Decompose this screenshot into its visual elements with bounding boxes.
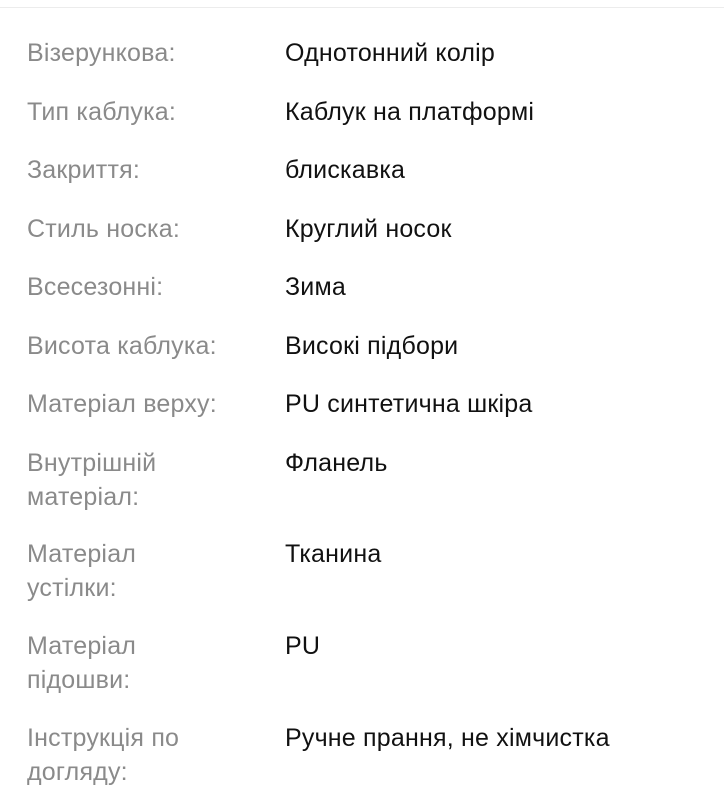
spec-label: Всесезонні: [27, 273, 164, 301]
spec-value: блискавка [285, 156, 406, 184]
spec-label: Візерункова: [27, 39, 176, 67]
spec-value: Однотонний колір [285, 39, 496, 67]
spec-label: Матеріал устілки: [27, 540, 137, 602]
spec-value: Високі підбори [285, 332, 459, 360]
spec-value: PU [285, 632, 321, 660]
spec-label: Тип каблука: [27, 98, 177, 126]
spec-label: Висота каблука: [27, 332, 217, 360]
spec-value: Каблук на платформі [285, 98, 535, 126]
spec-label: Інструкція по догляду: [27, 724, 180, 786]
spec-label: Стиль носка: [27, 215, 180, 243]
spec-value: Тканина [285, 540, 382, 568]
spec-value: Ручне прання, не хімчистка [285, 724, 610, 752]
spec-value: Фланель [285, 449, 388, 477]
spec-label: Внутрішній матеріал: [27, 449, 157, 511]
spec-value: Круглий носок [285, 215, 452, 243]
spec-value: PU синтетична шкіра [285, 390, 533, 418]
spec-label: Закриття: [27, 156, 140, 184]
spec-label: Матеріал підошви: [27, 632, 137, 694]
spec-value: Зима [285, 273, 346, 301]
spec-label: Матеріал верху: [27, 390, 217, 418]
top-divider [0, 0, 724, 8]
